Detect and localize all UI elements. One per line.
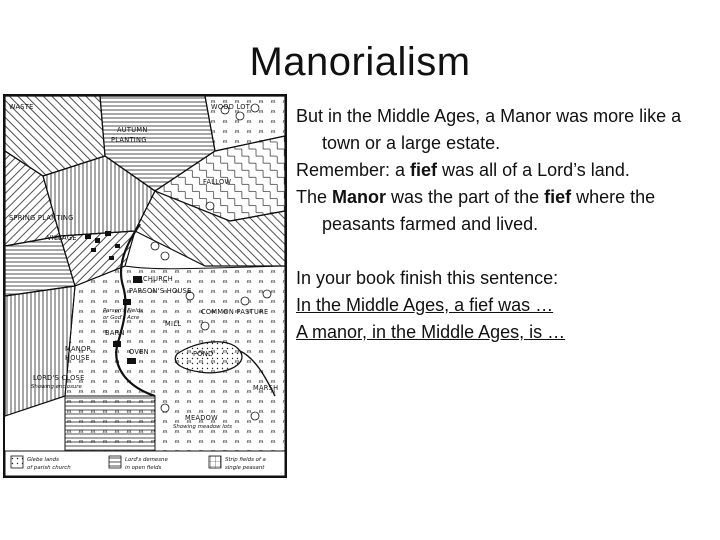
manor-map [3,94,287,478]
map-label-church: CHURCH [143,275,174,283]
map-label-house: HOUSE [65,354,90,362]
map-label-manor: MANOR [65,345,92,353]
slide-title-text: Manorialism [249,40,471,84]
spacer [296,238,716,265]
map-label-parsons-fields: Parson's Fields [103,308,143,314]
legend-demesne-line2: in open fields [125,465,162,471]
map-label-lords-close-note: Showing enclosure [31,384,82,390]
text-run: Remember: a [296,160,411,180]
map-label-barn: BARN [105,329,125,337]
term-fief: fief [410,160,438,180]
map-label-wood-lot: WOOD LOT [211,103,251,111]
text-run: was all of a Lord’s land. [437,160,630,180]
map-label-planting: PLANTING [111,136,147,144]
prompt-manor-sentence: A manor, in the Middle Ages, is … [296,322,566,342]
bullet-fief-definition [296,157,716,184]
text-run: The [296,187,333,207]
map-label-oven: OVEN [129,348,149,356]
text-run: where the peasants farmed and lived. [322,187,656,234]
map-label-spring-planting: SPRING PLANTING [9,214,74,222]
legend-glebe-line2: of parish church [27,465,71,471]
map-label-village: VILLAGE [47,234,77,242]
map-label-mill: MILL [165,320,182,328]
prompt-fief-sentence: In the Middle Ages, a fief was … [296,295,554,315]
map-label-fallow: FALLOW [203,178,232,186]
map-legend [5,451,285,476]
map-label-marsh: MARSH [253,384,279,392]
bullet-manor-definition [296,184,716,238]
map-label-common-pasture: COMMON PASTURE [201,308,269,316]
legend-demesne-line1: Lord's demesne [125,457,168,463]
map-label-meadow: MEADOW [185,414,218,422]
map-label-waste: WASTE [9,103,34,111]
map-label-pond: POND [193,350,214,358]
map-label-meadow-note: Showing meadow lots [173,424,233,430]
map-label-lords-close: LORD'S CLOSE [33,374,85,382]
slide-title [0,40,720,85]
legend-glebe-line1: Glebe lands [27,457,59,463]
term-manor: Manor [332,187,387,207]
legend-strip-line1: Strip fields of a [225,457,266,463]
bullet-manor-description: But in the Middle Ages, a Manor was more like a town or a large estate. [296,106,682,153]
slide-body [296,103,716,346]
text-run: was the part of the [386,187,545,207]
manor-map-drawing [5,96,285,476]
instruction-text: In your book finish this sentence: [296,268,559,288]
legend-strip-line2: single peasant [225,465,265,471]
term-fief: fief [544,187,572,207]
map-label-parsons-house: PARSON'S HOUSE [129,287,192,295]
map-label-autumn: AUTUMN [117,126,148,134]
map-label-gods-acre: or God's Acre [103,315,140,321]
